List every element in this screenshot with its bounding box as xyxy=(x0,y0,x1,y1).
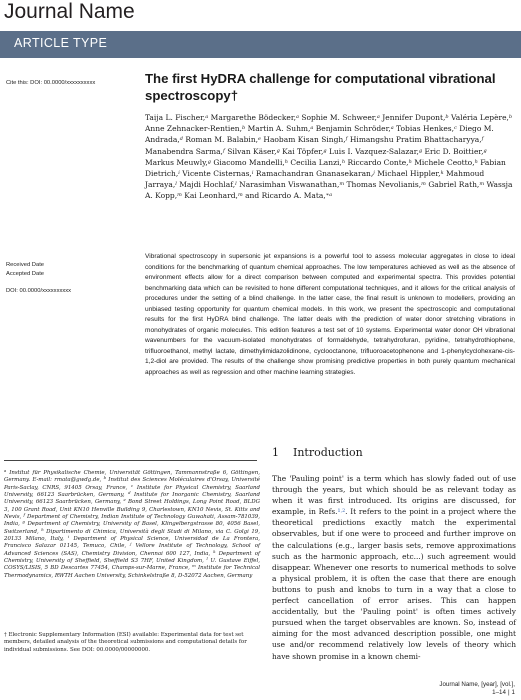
footer-page-number: 1 xyxy=(511,689,515,696)
author-name: Ramachandran Gnanasekaran,$^j$ xyxy=(255,169,375,179)
author-name: Silvan Käser,$^g$ xyxy=(227,146,280,156)
affiliation-marker: b xyxy=(445,114,449,120)
intro-text-part2: . It refers to the point in a project where the theoretical predictions exactly match the experimental observables, but if one were to proceed and further improve on the calculations (e.g., larger basis sets, remove approximations such as the harmonic approach, etc...) such agreement would disappear. Whenever one resorts to numerical methods to solve a physical problem, it is often the case that there are enough buttons to push and knobs to turn in a way that a close to perfect cancellation of error arises. This can happen accidentally, but the 'Pauling point' is often times actively pursued when the target observables are known. So, instead of aiming for the most advanced description possible, one might use and/or recommend relatively low levels of theory which have shown promise in a known chemi- xyxy=(272,507,516,661)
author-name: Haobam Kisan Singh,$^f$ xyxy=(263,135,348,145)
affiliation-marker: g xyxy=(323,147,327,154)
affiliation-marker: a xyxy=(205,114,209,120)
author-name: Diego M. Andrada,$^d$ xyxy=(145,124,494,145)
affiliation-marker: m xyxy=(421,181,426,188)
affiliation-item: $^k$ Department of Chemistry, University of Sheffield, Sheffield S3 7HF, United Kingdom, xyxy=(4,548,261,565)
affiliation-marker: f xyxy=(481,136,484,143)
affiliation-marker: f xyxy=(345,136,348,143)
author-name: Giacomo Mandelli,$^h$ xyxy=(213,157,288,167)
footer-pages: 1–14 xyxy=(492,689,506,696)
author-name: Margarethe Bödecker,$^a$ xyxy=(210,113,299,122)
accepted-date: Accepted Date xyxy=(6,270,45,277)
affiliation-marker: i xyxy=(251,170,254,177)
affiliation-item: $^b$ Institut des Sciences Moléculaires d'Orsay, Université Paris-Saclay, CNRS, 91405 Orsay, France, xyxy=(4,475,260,491)
author-name: Narasimhan Viswanathan,$^m$ xyxy=(239,180,345,190)
author-name: Tobias Henkes,$^c$ xyxy=(396,124,457,134)
author-name: Jennifer Dupont,$^b$ xyxy=(382,113,449,122)
author-name: Gabriel Rath,$^m$ xyxy=(428,180,485,190)
author-name: Markus Meuwly,$^g$ xyxy=(145,157,211,167)
affiliation-marker: g xyxy=(418,147,423,154)
author-name: Sophie M. Schweer,$^a$ xyxy=(301,113,380,122)
author-name: Michael Hippler,$^k$ xyxy=(377,169,444,179)
article-type-label: ARTICLE TYPE xyxy=(14,36,108,50)
article-type-banner xyxy=(0,31,521,58)
section-number: 1 xyxy=(272,446,279,459)
author-name: Valéria Lepère,$^b$ xyxy=(450,113,513,122)
affiliation-marker: b xyxy=(508,114,513,120)
affiliation-marker: m xyxy=(237,192,243,199)
affiliation-marker: g xyxy=(483,147,487,154)
author-name: Cecilia Lanzi,$^h$ xyxy=(290,157,346,167)
author-name: Luis I. Vazquez-Salazar,$^g$ xyxy=(329,146,423,156)
affiliation-marker: h xyxy=(474,158,478,165)
author-name: Manabendra Sarma,$^f$ xyxy=(145,146,225,156)
affiliation-marker: a xyxy=(390,125,394,132)
article-dates xyxy=(6,261,44,278)
article-title: The first HyDRA challenge for computational vibrational spectroscopy† xyxy=(145,71,496,103)
affiliation-marker: l xyxy=(175,181,177,188)
affiliation-item: $^e$ Bond Street Holdings, Long Point Road, BLDG 3, 100 Grant Road, Unit KN10 Henville Building 9, Charlestown, KN10 Nevis, St. Kitts and Nevis, xyxy=(4,497,260,521)
author-name: Eric D. Boittier,$^g$ xyxy=(424,146,487,156)
affiliation-marker: ∗a xyxy=(325,192,333,199)
author-name: Riccardo Conte,$^h$ xyxy=(347,157,412,167)
author-name: Michele Ceotto,$^h$ xyxy=(414,157,478,167)
affiliation-marker: m xyxy=(479,181,485,188)
intro-text-part1: The 'Pauling point' is a term which has slowly faded out of use through the years, but which should be as relevant today as when it was first introduced. Its origins are discussed, for example, in Refs. xyxy=(272,474,516,517)
author-name: Kai Leonhard,$^m$ xyxy=(184,191,243,201)
author-name: Kai Töpfer,$^g$ xyxy=(282,146,327,156)
author-name: Wassja A. Kopp,$^m$ xyxy=(145,180,513,201)
affiliation-marker: g xyxy=(276,147,280,154)
affiliation-item: $^h$ Dipartimento di Chimica, Università degli Studi di Milano, via C. Golgi 19, 20133 Milano, Italy, xyxy=(4,526,260,543)
affiliation-marker: m xyxy=(339,181,345,188)
section-heading-introduction xyxy=(272,446,363,459)
affiliation-item: $^j$ Vellore Institute of Technology, School of Advanced Sciences (SAS), Chemistry Division, Chennai 600 127, India, xyxy=(4,541,260,557)
affiliation-item: $^l$ U. Gustave Eiffel, COSYS/LISIS, 5 BD Descartes 77454, Champs-sur-Marne, France, xyxy=(4,556,260,572)
affiliation-marker: h xyxy=(284,158,288,165)
abstract: Vibrational spectroscopy in supersonic jet expansions is a powerful tool to assess molecular aggregates in close to ideal conditions for the benchmarking of quantum chemical approaches. The low temperatures achieved as well as the absence of environment effects allow for a direct comparison between computed and experimental spectra. This provides potential benchmarking data which can be revisited to hone different computational techniques, and it allows for the critical analysis of procedures under the setting of a blind challenge. In the latter case, the final result is unknown to modellers, providing an unbiased testing opportunity for quantum chemical models. In this work, we present the spectroscopic and computational results for the first HyDRA blind challenge. The latter deals with the prediction of water donor stretching vibrations in monohydrates of organic molecules. This edition features a test set of 10 systems. Experimental water donor OH vibrational wavenumbers for the vacuum-isolated monohydrates of formaldehyde, tetrahydrofuran, pyridine, tetrahydrothiophene, trifluoroethanol, methyl lactate, dimethylimidazolidinone, cyclooctanone, trifluoroacetophenone and 1-phenylcyclohexane-cis-1,2-diol are provided. The results of the challenge show promising predictive properties in both purely quantum mechanical approaches as well as regression and other machine learning strategies. xyxy=(145,253,515,376)
affiliation-marker: h xyxy=(341,158,346,165)
affiliation-item: $^m$ Institute for Technical Thermodynamics, RWTH Aachen University, Schinkelstraße 8, D-52072 Aachen, Germany xyxy=(4,563,260,579)
article-doi: DOI: 00.0000/xxxxxxxxxx xyxy=(6,288,72,294)
author-name: Majdi Hochlaf,$^l$ xyxy=(179,180,237,190)
affiliation-marker: m xyxy=(177,192,182,199)
footer-journal: Journal Name, [year], [vol.], xyxy=(439,681,515,688)
author-name: Fabian Dietrich,$^i$ xyxy=(145,157,506,179)
affiliation-marker: j xyxy=(373,170,375,177)
affiliation-item: $^a$ Institut für Physikalische Chemie, Universität Göttingen, Tammannstraße 6, Göttingen, Germany. E-mail: rmata@gwdg.de, xyxy=(4,468,260,484)
affiliation-marker: b xyxy=(241,125,246,132)
affiliation-marker: g xyxy=(207,158,211,165)
affiliation-marker: d xyxy=(179,136,183,143)
author-name: Mahmoud Jarraya,$^l$ xyxy=(145,169,485,190)
author-name: Vicente Cisternas,$^i$ xyxy=(182,169,254,179)
cite-doi: Cite this: DOI: 00.0000/xxxxxxxxxx xyxy=(6,80,96,86)
affiliation-marker: e xyxy=(258,136,262,143)
author-name: Taija L. Fischer,$^a$ xyxy=(145,113,209,122)
citation-link[interactable]: 1,2 xyxy=(337,509,346,515)
affiliation-item: $^i$ Department of Physical Science, Universidad de La Frontera, Francisco Salazar 01145, Temuco, Chile, xyxy=(4,534,260,550)
author-name: Roman M. Balabin,$^e$ xyxy=(185,135,262,145)
page-footer: Journal Name, [year], [vol.], 1–14 | 1 xyxy=(439,681,515,696)
author-name: Thomas Nevolianis,$^m$ xyxy=(346,180,426,190)
affiliation-marker: a xyxy=(295,114,299,120)
affiliation-item: $^c$ Institute for Physical Chemistry, Saarland University, 66123 Saarbrücken, Germany, xyxy=(4,482,260,499)
author-name: and Ricardo A. Mata,$^{∗a}$ xyxy=(245,191,333,201)
introduction-text xyxy=(272,473,516,662)
affiliation-marker: c xyxy=(454,125,457,132)
section-title: Introduction xyxy=(293,446,363,459)
journal-name: Journal Name xyxy=(4,0,135,23)
author-name: Anne Zehnacker-Rentien,$^b$ xyxy=(145,124,246,134)
author-name: Benjamin Schröder,$^a$ xyxy=(315,124,394,134)
affiliation-marker: a xyxy=(310,125,314,132)
affiliation-item: $^g$ Department of Chemistry, University of Basel, Klingelbergstrasse 80, 4056 Basel, Switzerland, xyxy=(4,519,260,535)
affiliation-divider xyxy=(4,460,257,461)
author-name: Himangshu Pratim Bhattacharyya,$^f$ xyxy=(349,135,484,145)
affiliation-marker: h xyxy=(408,158,412,165)
affiliation-item: $^d$ Institute for Inorganic Chemistry, Saarland University, 66123 Saarbrücken, Germany, xyxy=(4,490,260,506)
affiliations xyxy=(4,470,260,580)
author-name: Martin A. Suhm,$^a$ xyxy=(247,124,314,134)
affiliation-marker: l xyxy=(235,181,237,188)
affiliation-marker: f xyxy=(222,147,225,154)
author-list xyxy=(145,112,515,202)
affiliation-item: $^f$ Department of Chemistry, Indian Institute of Technology Guwahati, Assam-781039, India, xyxy=(4,512,260,528)
affiliation-marker: k xyxy=(440,170,444,177)
esi-footnote: † Electronic Supplementary Information (ESI) available: Experimental data for test set members, detailed analysis of the theoretical submissions and computational details for individual submissions. See DOI: 00.0000/00000000. xyxy=(4,632,247,653)
received-date: Received Date xyxy=(6,262,45,268)
affiliation-marker: a xyxy=(376,114,380,120)
affiliation-marker: i xyxy=(178,170,180,177)
